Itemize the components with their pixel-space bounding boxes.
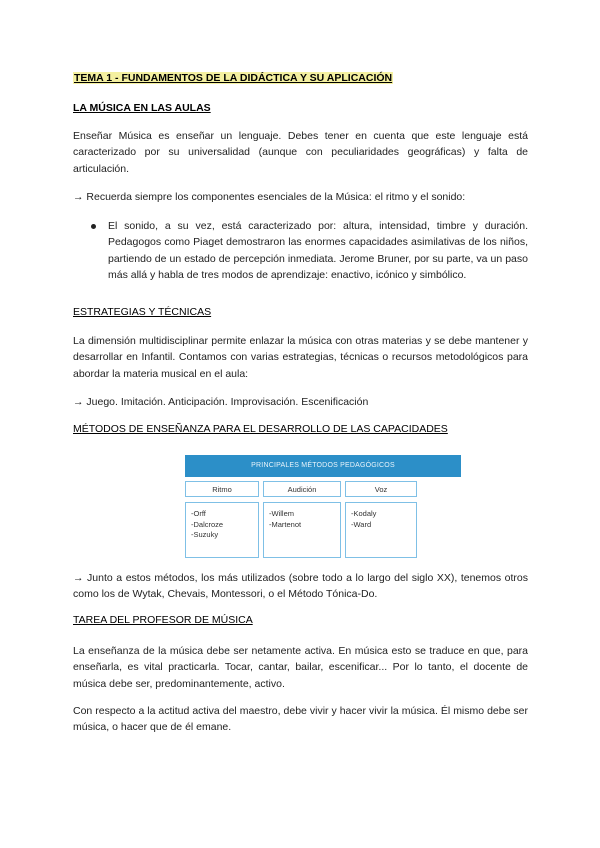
methods-column-header-audicion: Audición (263, 481, 341, 497)
paragraph-ensenanza-activa: La enseñanza de la música debe ser netamente activa. En música esto se traduce en que, para enseñarla, es vital practicarla. Tocar, cantar, bailar, escenificar... Por lo tanto, el docente de música debe ser, predominantemente, activo. (73, 645, 528, 690)
section-heading-estrategias: ESTRATEGIAS Y TÉCNICAS (73, 306, 212, 318)
method-item: -Ward (351, 519, 372, 529)
method-item: -Kodaly (351, 509, 377, 518)
paragraph-actitud-maestro: Con respecto a la actitud activa del maestro, debe vivir y hacer vivir la música. Él mismo debe ser música, o hacer que de él emane. (73, 705, 528, 734)
paragraph-estrategias-lista: → Juego. Imitación. Anticipación. Improvisación. Escenificación (73, 396, 369, 408)
paragraph-multidisciplinar: La dimensión multidisciplinar permite enlazar la música con otras materias y se debe mantener y desarrollar en Infantil. Contamos con varias estrategias, técnicas o recursos metodológicos para abordar la materia musical en el aula: (73, 335, 528, 380)
paragraph-componentes: → Recuerda siempre los componentes esenciales de la Música: el ritmo y el sonido: (73, 191, 466, 203)
methods-table (185, 455, 461, 558)
section-heading-metodos: MÉTODOS DE ENSEÑANZA PARA EL DESARROLLO DE LAS CAPACIDADES (73, 423, 448, 435)
methods-table-header: PRINCIPALES MÉTODOS PEDAGÓGICOS (185, 455, 461, 477)
section-heading-tarea-profesor: TAREA DEL PROFESOR DE MÚSICA (73, 614, 253, 626)
bullet-item-sonido: El sonido, a su vez, está caracterizado por: altura, intensidad, timbre y duración. Pedagogos como Piaget demostraron las enormes capacidades asimilativas de los niños, partiendo de un estado de percepción inmediata. Jerome Bruner, por su parte, va un paso más allá y habla de tres modos de aprendizaje: enactivo, icónico y simbólico. (108, 220, 528, 281)
bullet-dot-icon (91, 224, 96, 229)
paragraph-otros-metodos: → Junto a estos métodos, los más utilizados (sobre todo a lo largo del siglo XX), tenemos otros como los de Wytak, Chevais, Montessori, o el Método Tónica-Do. (73, 572, 528, 601)
methods-column-ritmo (185, 502, 259, 558)
methods-column-header-ritmo: Ritmo (185, 481, 259, 497)
method-item: -Suzuky (191, 530, 219, 539)
method-item: -Willem (269, 509, 294, 518)
section-heading-musica-aulas: LA MÚSICA EN LAS AULAS (73, 102, 211, 114)
methods-column-audicion (263, 502, 341, 558)
method-item: -Martenot (269, 519, 302, 529)
method-item: -Dalcroze (191, 519, 224, 529)
methods-column-header-voz: Voz (345, 481, 417, 497)
method-item: -Orff (191, 509, 206, 518)
paragraph-lenguaje: Enseñar Música es enseñar un lenguaje. Debes tener en cuenta que este lenguaje está caracterizado por su universalidad (aunque con peculiaridades geográficas) y falta de articulación. (73, 130, 528, 175)
methods-column-voz (345, 502, 417, 558)
document-title: TEMA 1 - FUNDAMENTOS DE LA DIDÁCTICA Y SU APLICACIÓN (74, 72, 393, 84)
